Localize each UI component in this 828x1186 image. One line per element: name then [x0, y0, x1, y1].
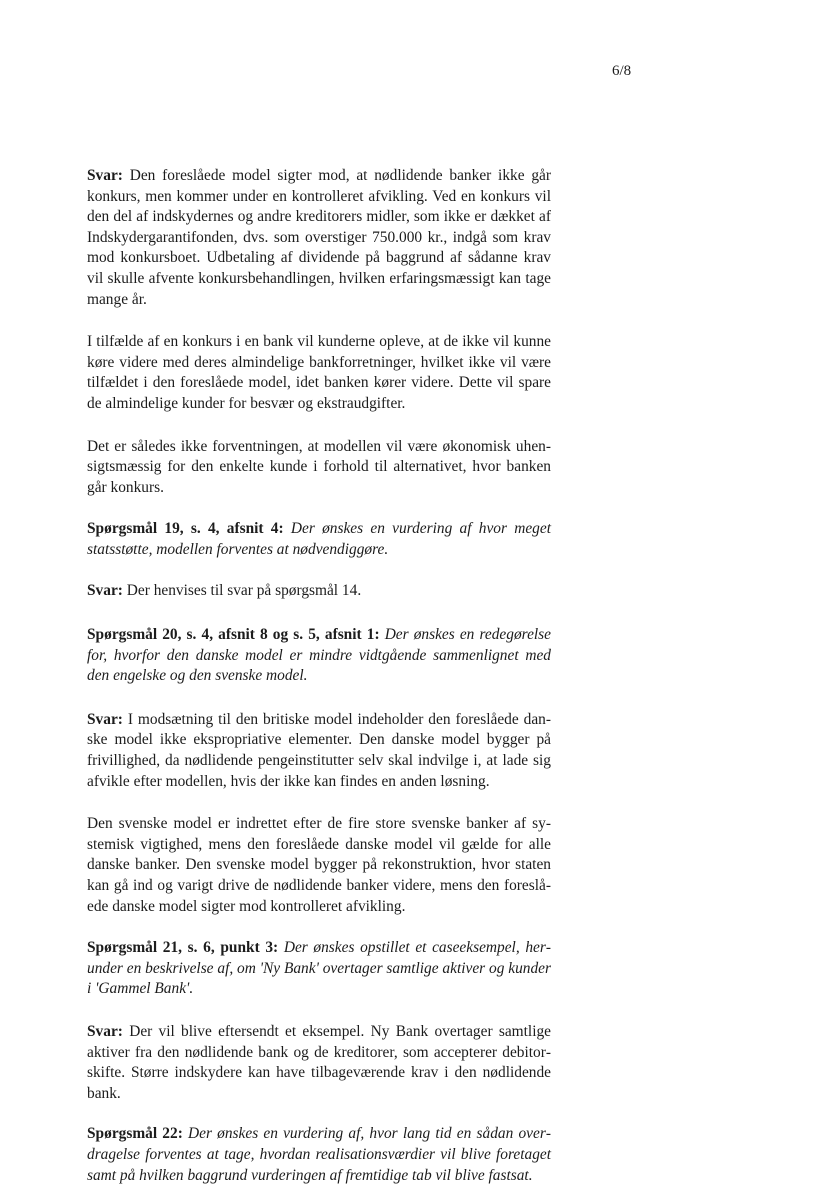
question-paragraph: [87, 519, 551, 560]
question-paragraph: [87, 1124, 551, 1186]
page-number: 6/8: [612, 63, 632, 79]
question-label: Spørgsmål 21, s. 6, punkt 3:: [87, 939, 279, 957]
answer-paragraph: [87, 710, 551, 792]
question-label: Spørgsmål 20, s. 4, afsnit 8 og s. 5, afsnit 1:: [87, 626, 380, 644]
body-paragraph: Det er således ikke forventningen, at modellen vil være økonomisk uhensigtsmæssig for den enkelte kunde i forhold til alternativet, hvor banken går konkurs.: [87, 437, 551, 496]
question-paragraph: [87, 938, 551, 1000]
question-label: Spørgsmål 19, s. 4, afsnit 4:: [87, 520, 284, 538]
answer-label: Svar:: [87, 581, 123, 599]
answer-label: Svar:: [87, 710, 123, 728]
answer-text: Der vil blive eftersendt et eksempel. Ny Bank overtager samtlige aktiver fra den nødlidende bank og de kreditorer, som accepterer debitorskifte. Større indskydere kan have tilbageværende krav i den nødlidende bank.: [87, 1023, 551, 1102]
answer-label: Svar:: [87, 167, 123, 184]
answer-paragraph: [87, 1022, 551, 1104]
answer-paragraph: [87, 581, 551, 602]
answer-text: I modsætning til den britiske model indeholder den foreslåede danske model ikke ekspropriative elementer. Den danske model bygger på frivillighed, da nødlidende pengeinstitutter selv skal indvilge i, at lade sig afvikle efter modellen, hvis der ikke kan findes en anden løsning.: [87, 710, 551, 790]
answer-label: Svar:: [87, 1023, 123, 1040]
question-text: Der ønskes en redegørelse for, hvorfor den danske model er mindre vidtgående sammenlignet med den engelske og den svenske model.: [87, 626, 551, 685]
answer-paragraph: [87, 166, 551, 310]
body-paragraph: Den svenske model er indrettet efter de fire store svenske banker af systemisk vigtighed, mens den foreslåede danske model vil gælde for alle danske banker. Den svenske model bygger på rekonstruktion, hvor staten kan gå ind og varigt drive de nødlidende banker videre, mens den foreslåede danske model sigter mod kontrolleret afvikling.: [87, 815, 551, 915]
answer-text: Der henvises til svar på spørgsmål 14.: [126, 581, 362, 599]
question-label: Spørgsmål 22:: [87, 1125, 183, 1143]
body-paragraph: I tilfælde af en konkurs i en bank vil kunderne opleve, at de ikke vil kunne køre videre med deres almindelige bankforretninger, hvilket ikke vil være tilfældet i den foreslåede model, idet banken kører videre. Dette vil spare de almindelige kunder for besvær og ekstraudgifter.: [87, 333, 551, 412]
question-paragraph: [87, 625, 551, 687]
question-text: Der ønskes opstillet et caseeksempel, herunder en beskrivelse af, om 'Ny Bank' overtager samtlige aktiver og kunder i 'Gammel Bank'.: [87, 939, 551, 998]
question-text: Der ønskes en vurdering af hvor meget statsstøtte, modellen forventes at nødvendiggøre.: [87, 520, 551, 558]
question-text: Der ønskes en vurdering af, hvor lang tid en sådan overdragelse forventes at tage, hvordan realisationsværdier vil blive foretaget samt på hvilken baggrund vurderingen af fremtidige tab vil blive fastsat.: [87, 1125, 551, 1184]
document-body: [87, 166, 551, 1186]
answer-text: Den foreslåede model sigter mod, at nødlidende banker ikke går konkurs, men kommer under en kontrolleret afvikling. Ved en konkurs vil den del af indskydernes og andre kreditorers midler, som ikke er dækket af Indskydergarantifonden, dvs. som overstiger 750.000 kr., indgå som krav mod konkursboet. Udbetaling af dividende på baggrund af sådanne krav vil skulle afvente konkursbehandlingen, hvilken erfaringsmæssigt kan tage mange år.: [87, 167, 551, 308]
